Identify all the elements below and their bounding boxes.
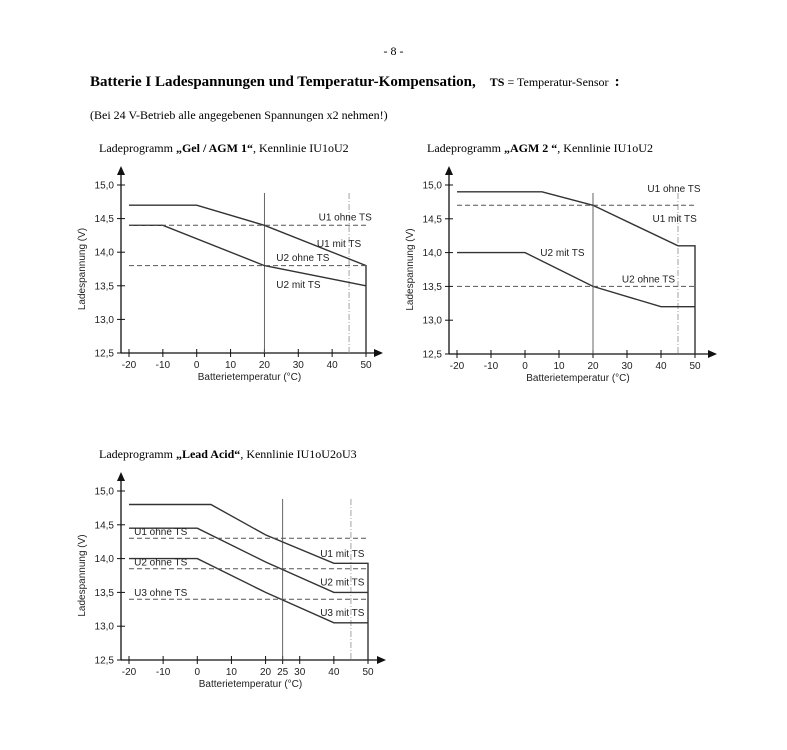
caption-prefix: Ladeprogramm [99,141,176,155]
caption-suffix: , Kennlinie IU1oU2 [252,141,349,155]
caption-suffix: , Kennlinie IU1oU2oU3 [240,447,357,461]
series-annotation: U2 ohne TS [134,557,188,569]
y-axis-arrow [117,472,125,481]
x-tick-label: 30 [292,360,304,371]
series-line-u2-mit-ts [129,225,366,285]
caption-prefix: Ladeprogramm [427,141,504,155]
series-annotation: U1 ohne TS [134,526,188,538]
series-annotation: U2 ohne TS [276,252,330,264]
y-tick-label: 14,5 [94,520,114,532]
x-tick-label: 50 [362,667,374,678]
series-annotation: U2 mit TS [540,247,585,259]
x-tick-label: 0 [194,667,201,678]
y-axis-label: Ladespannung (V) [77,227,88,311]
x-tick-label: 40 [328,667,340,678]
x-tick-label: 0 [522,361,528,372]
y-axis-label: Ladespannung (V) [77,534,88,617]
heading-title: Batterie I Ladespannungen und Temperatur-Kompensation, [90,74,476,90]
chart-1 [77,166,383,383]
x-axis-label: Batterietemperatur (°C) [197,372,302,383]
series-annotation: U1 mit TS [316,238,362,250]
x-tick-label: 40 [655,361,667,372]
y-tick-label: 14,5 [422,214,442,226]
caption-program-name: „Lead Acid“ [175,447,241,461]
series-annotation: U3 mit TS [320,608,365,620]
series-annotation: U2 mit TS [276,279,321,291]
x-tick-label: -20 [121,360,137,371]
x-tick-label: 20 [258,360,270,371]
y-axis-arrow [117,166,125,175]
page-number: - 8 - [383,44,404,58]
chart-3 [77,472,386,690]
y-tick-label: 14,0 [94,554,114,566]
x-axis-arrow [374,349,383,357]
x-axis-label: Batterietemperatur (°C) [198,679,303,690]
x-axis-arrow [708,350,717,358]
x-tick-label: 50 [360,360,372,371]
x-tick-label: 30 [294,667,306,678]
y-tick-label: 13,0 [94,621,114,633]
series-annotation: U2 ohne TS [621,274,676,286]
series-annotation: U2 mit TS [320,577,365,589]
series-annotation: U1 ohne TS [318,212,372,224]
x-tick-label: 0 [193,360,200,371]
caption-suffix: , Kennlinie IU1oU2 [557,141,653,155]
heading-ts-text: = Temperatur-Sensor [504,75,609,89]
caption-prefix: Ladeprogramm [99,447,176,461]
x-axis-label: Batterietemperatur (°C) [526,373,630,384]
caption-program-name: „AGM 2 “ [503,141,558,155]
y-tick-label: 14,5 [94,214,114,226]
y-tick-label: 13,5 [94,281,114,293]
x-axis-arrow [377,656,386,664]
y-tick-label: 13,0 [422,315,442,327]
y-tick-label: 12,5 [94,655,114,667]
x-tick-label: -20 [121,667,137,678]
series-annotation: U1 mit TS [320,549,365,561]
chart-2 [405,166,717,384]
series-annotation: U3 ohne TS [134,587,188,599]
x-tick-label: 25 [277,667,289,678]
x-tick-label: -10 [155,667,171,678]
series-annotation: U1 ohne TS [647,183,701,195]
y-axis-arrow [445,166,453,175]
y-tick-label: 13,0 [94,314,114,326]
x-tick-label: -10 [155,360,171,371]
y-tick-label: 12,5 [422,349,442,361]
y-tick-label: 14,0 [422,248,442,260]
x-tick-label: 50 [689,361,701,372]
y-tick-label: 15,0 [94,486,114,498]
heading-colon: : [614,74,620,90]
y-tick-label: 13,5 [94,587,114,599]
series-annotation: U1 mit TS [652,214,697,226]
x-tick-label: 40 [326,360,338,371]
heading-ts-abbr: TS [489,75,505,89]
caption-program-name: „Gel / AGM 1“ [175,141,253,155]
x-tick-label: 10 [225,667,237,678]
x-tick-label: 10 [225,360,237,371]
x-tick-label: 20 [260,667,272,678]
y-tick-label: 12,5 [94,348,114,360]
x-tick-label: 20 [587,361,599,372]
x-tick-label: 10 [553,361,565,372]
y-tick-label: 13,5 [422,281,442,293]
x-tick-label: 30 [621,361,633,372]
y-tick-label: 15,0 [422,180,442,192]
voltage-note: (Bei 24 V-Betrieb alle angegebenen Spannungen x2 nehmen!) [90,108,388,122]
x-tick-label: -10 [483,361,499,372]
y-tick-label: 14,0 [94,247,114,259]
y-tick-label: 15,0 [94,180,114,192]
x-tick-label: -20 [449,361,465,372]
y-axis-label: Ladespannung (V) [405,228,416,311]
